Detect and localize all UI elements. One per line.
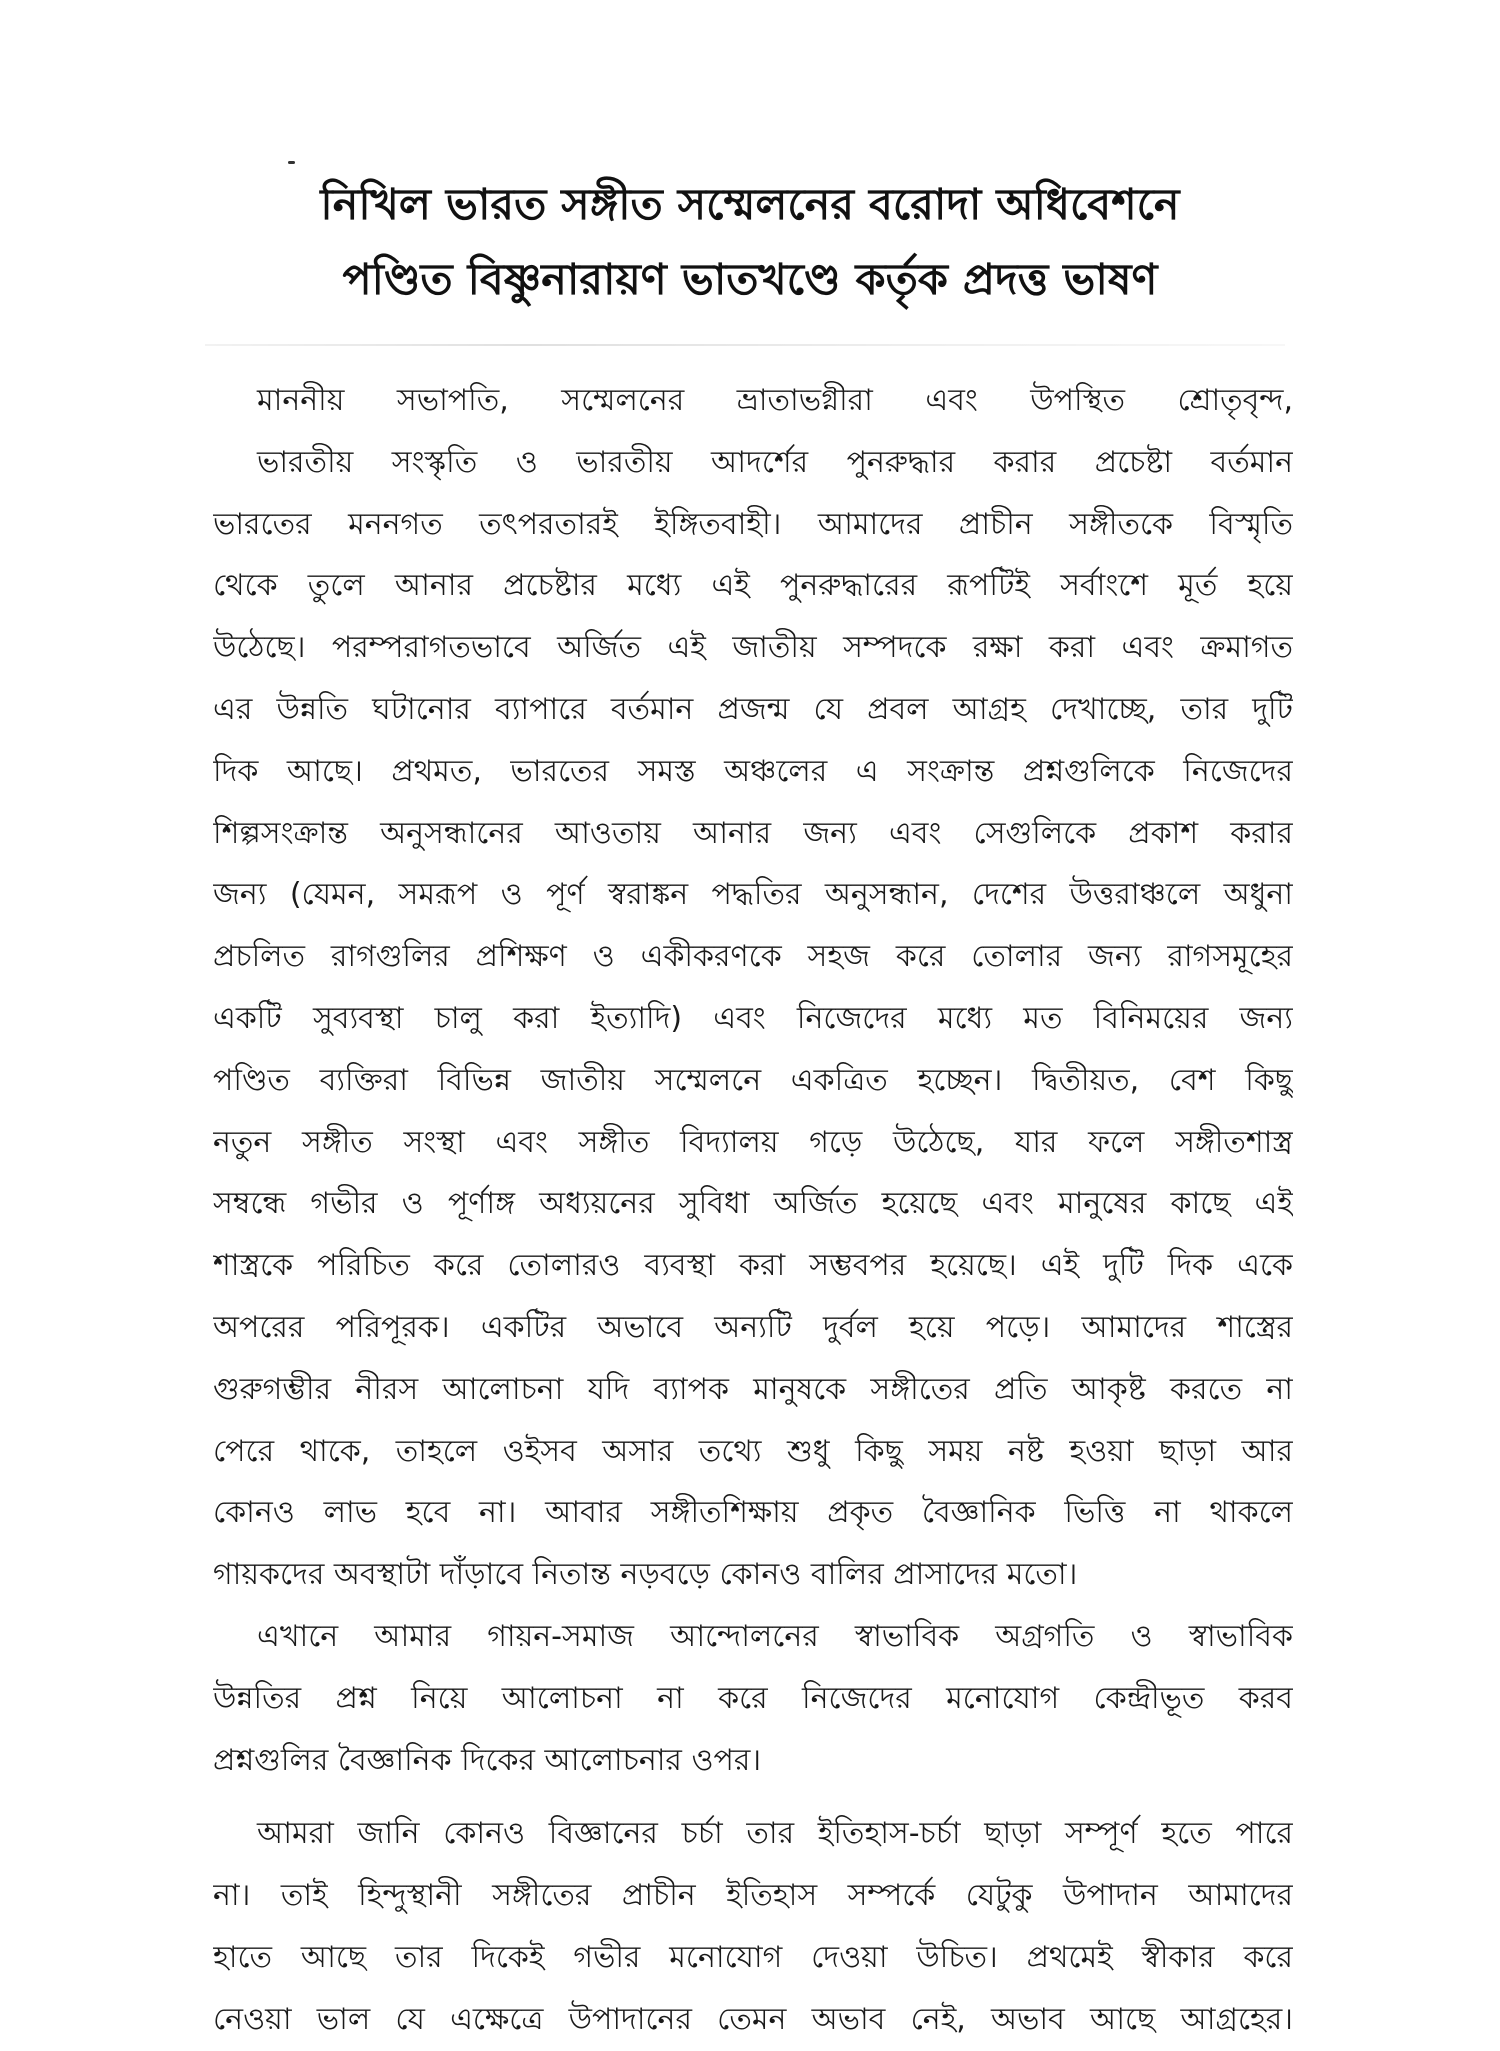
scan-artifact-rule <box>205 344 1285 346</box>
text-line: নতুন সঙ্গীত সংস্থা এবং সঙ্গীত বিদ্যালয় গড়ে উঠেছে, যার ফলে সঙ্গীতশাস্ত্র <box>213 1124 1293 1160</box>
text-line: মাননীয় সভাপতি, সম্মেলনের ভ্রাতাভগ্নীরা এবং উপস্থিত শ্রোতৃবৃন্দ, <box>257 383 1293 418</box>
stray-ink-mark <box>288 161 295 164</box>
text-line: জন্য (যেমন, সমরূপ ও পূর্ণ স্বরাঙ্কন পদ্ধতির অনুসন্ধান, দেশের উত্তরাঞ্চলে অধুনা <box>213 877 1293 913</box>
text-line: গুরুগম্ভীর নীরস আলোচনা যদি ব্যাপক মানুষকে সঙ্গীতের প্রতি আকৃষ্ট করতে না <box>213 1371 1293 1407</box>
text-line: গায়কদের অবস্থাটা দাঁড়াবে নিতান্ত নড়বড়ে কোনও বালির প্রাসাদের মতো। <box>213 1557 1078 1593</box>
speech-body <box>213 370 1293 2051</box>
text-line: ভারতের মননগত তৎপরতারই ইঙ্গিতবাহী। আমাদের প্রাচীন সঙ্গীতকে বিস্মৃতি <box>213 506 1293 542</box>
text-line: কোনও লাভ হবে না। আবার সঙ্গীতশিক্ষায় প্রকৃত বৈজ্ঞানিক ভিত্তি না থাকলে <box>213 1495 1293 1531</box>
text-line: সম্বন্ধে গভীর ও পূর্ণাঙ্গ অধ্যয়নের সুবিধা অর্জিত হয়েছে এবং মানুষের কাছে এই <box>213 1186 1293 1222</box>
text-line: শিল্পসংক্রান্ত অনুসন্ধানের আওতায় আনার জন্য এবং সেগুলিকে প্রকাশ করার <box>213 815 1293 851</box>
text-line: একটি সুব্যবস্থা চালু করা ইত্যাদি) এবং নিজেদের মধ্যে মত বিনিময়ের জন্য <box>213 1000 1293 1036</box>
text-line: এর উন্নতি ঘটানোর ব্যাপারে বর্তমান প্রজন্ম যে প্রবল আগ্রহ দেখাচ্ছে, তার দুটি <box>213 691 1293 727</box>
text-line: উন্নতির প্রশ্ন নিয়ে আলোচনা না করে নিজেদের মনোযোগ কেন্দ্রীভূত করব <box>213 1680 1293 1716</box>
text-line: না। তাই হিন্দুস্থানী সঙ্গীতের প্রাচীন ইতিহাস সম্পর্কে যেটুকু উপাদান আমাদের <box>213 1878 1293 1914</box>
text-line: আমরা জানি কোনও বিজ্ঞানের চর্চা তার ইতিহাস-চর্চা ছাড়া সম্পূর্ণ হতে পারে <box>257 1816 1293 1852</box>
text-line: থেকে তুলে আনার প্রচেষ্টার মধ্যে এই পুনরুদ্ধারের রূপটিই সর্বাংশে মূর্ত হয়ে <box>213 568 1293 604</box>
text-line: পেরে থাকে, তাহলে ওইসব অসার তথ্যে শুধু কিছু সময় নষ্ট হওয়া ছাড়া আর <box>213 1433 1293 1469</box>
text-line: প্রশ্নগুলির বৈজ্ঞানিক দিকের আলোচনার ওপর। <box>213 1742 762 1778</box>
text-line: দিক আছে। প্রথমত, ভারতের সমস্ত অঞ্চলের এ সংক্রান্ত প্রশ্নগুলিকে নিজেদের <box>213 753 1293 789</box>
text-line: অপরের পরিপূরক। একটির অভাবে অন্যটি দুর্বল হয়ে পড়ে। আমাদের শাস্ত্রের <box>213 1309 1293 1345</box>
heading-line-2: পণ্ডিত বিষ্ণুনারায়ণ ভাতখণ্ডে কর্তৃক প্রদত্ত ভাষণ <box>342 255 1158 305</box>
text-line: উঠেছে। পরম্পরাগতভাবে অর্জিত এই জাতীয় সম্পদকে রক্ষা করা এবং ক্রমাগত <box>213 630 1293 666</box>
text-line: নেওয়া ভাল যে এক্ষেত্রে উপাদানের তেমন অভাব নেই, অভাব আছে আগ্রহের। <box>213 2001 1293 2037</box>
text-line: প্রচলিত রাগগুলির প্রশিক্ষণ ও একীকরণকে সহজ করে তোলার জন্য রাগসমূহের <box>213 939 1293 975</box>
text-line: এখানে আমার গায়ন-সমাজ আন্দোলনের স্বাভাবিক অগ্রগতি ও স্বাভাবিক <box>257 1618 1293 1654</box>
text-line: শাস্ত্রকে পরিচিত করে তোলারও ব্যবস্থা করা সম্ভবপর হয়েছে। এই দুটি দিক একে <box>213 1248 1293 1284</box>
text-line: হাতে আছে তার দিকেই গভীর মনোযোগ দেওয়া উচিত। প্রথমেই স্বীকার করে <box>213 1939 1293 1975</box>
text-line: পণ্ডিত ব্যক্তিরা বিভিন্ন জাতীয় সম্মেলনে একত্রিত হচ্ছেন। দ্বিতীয়ত, বেশ কিছু <box>213 1062 1293 1098</box>
text-line: ভারতীয় সংস্কৃতি ও ভারতীয় আদর্শের পুনরুদ্ধার করার প্রচেষ্টা বর্তমান <box>257 444 1293 480</box>
heading-line-1: নিখিল ভারত সঙ্গীত সম্মেলনের বরোদা অধিবেশনে <box>320 180 1180 230</box>
